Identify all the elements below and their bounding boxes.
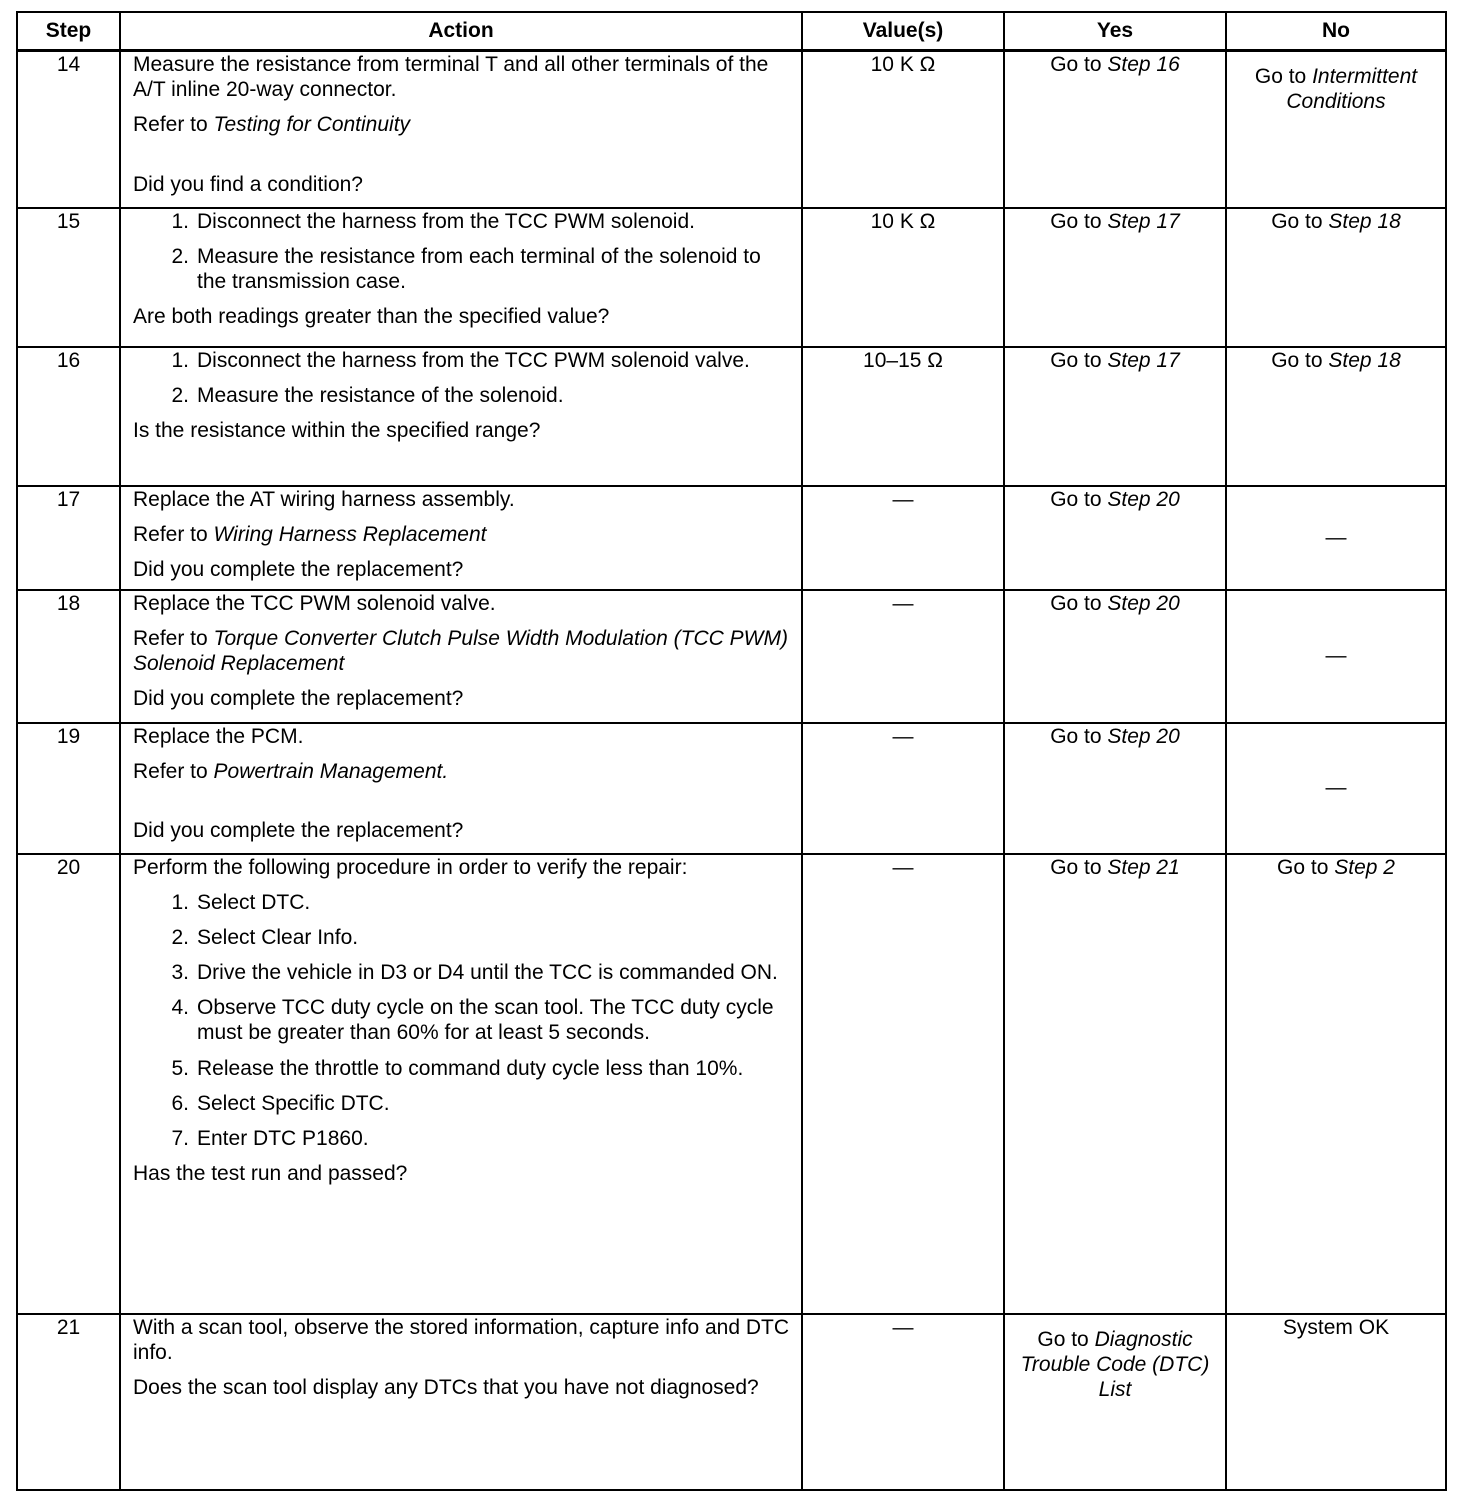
action-cell <box>120 590 802 723</box>
no-cell: — <box>1226 486 1446 590</box>
action-instruction: Perform the following procedure in order to verify the repair: <box>133 855 688 879</box>
list-item: 2. Measure the resistance from each terminal of the solenoid to the transmission case. <box>171 244 761 293</box>
yes-cell[interactable]: Go to Step 16 <box>1004 51 1226 208</box>
action-instruction: Measure the resistance from terminal T and all other terminals of the A/T inline 20-way connector. <box>133 53 769 102</box>
no-cell: — <box>1226 590 1446 723</box>
table-row <box>17 1314 1446 1490</box>
action-instruction: Replace the AT wiring harness assembly. <box>133 487 515 511</box>
header-row <box>17 12 1446 51</box>
list-item: 1. Select DTC. <box>171 890 311 914</box>
no-cell: — <box>1226 723 1446 854</box>
reference-link[interactable]: Torque Converter Clutch Pulse Width Modulation (TCC PWM) Solenoid Replacement <box>133 626 788 675</box>
step-number: 14 <box>17 51 120 208</box>
action-reference: Refer to Wiring Harness Replacement <box>133 522 487 546</box>
action-cell <box>120 723 802 854</box>
step-number: 18 <box>17 590 120 723</box>
action-question: Did you complete the replacement? <box>133 818 464 842</box>
procedure-list <box>133 209 789 295</box>
value-cell: — <box>802 590 1004 723</box>
action-cell <box>120 486 802 590</box>
header-values: Value(s) <box>802 12 1004 51</box>
procedure-list <box>133 348 789 408</box>
no-cell[interactable]: Go to Step 18 <box>1226 208 1446 347</box>
reference-link[interactable]: Wiring Harness Replacement <box>213 522 487 546</box>
procedure-list <box>133 890 789 1152</box>
header-no: No <box>1226 12 1446 51</box>
value-cell: 10 K Ω <box>802 51 1004 208</box>
action-question: Did you complete the replacement? <box>133 557 464 581</box>
step-number: 21 <box>17 1314 120 1490</box>
action-question: Are both readings greater than the specified value? <box>133 305 610 329</box>
table-row <box>17 590 1446 723</box>
table-row <box>17 347 1446 486</box>
list-item: 2. Select Clear Info. <box>171 925 359 949</box>
yes-cell[interactable]: Go to Step 20 <box>1004 590 1226 723</box>
value-cell: — <box>802 1314 1004 1490</box>
value-cell: — <box>802 723 1004 854</box>
list-item: 3. Drive the vehicle in D3 or D4 until the TCC is commanded ON. <box>171 961 778 985</box>
yes-cell[interactable]: Go to Step 17 <box>1004 347 1226 486</box>
action-cell <box>120 208 802 347</box>
list-item: 6. Select Specific DTC. <box>171 1091 390 1115</box>
action-cell <box>120 854 802 1314</box>
list-item: 7. Enter DTC P1860. <box>171 1127 369 1150</box>
action-cell <box>120 1314 802 1490</box>
action-instruction: With a scan tool, observe the stored information, capture info and DTC info. <box>133 1315 789 1364</box>
table-row <box>17 723 1446 854</box>
step-number: 16 <box>17 347 120 486</box>
value-cell: 10 K Ω <box>802 208 1004 347</box>
action-reference: Refer to Powertrain Management. <box>133 759 449 783</box>
step-number: 19 <box>17 723 120 854</box>
value-cell: 10–15 Ω <box>802 347 1004 486</box>
table-row <box>17 51 1446 208</box>
no-cell[interactable]: Go to Intermittent Conditions <box>1226 51 1446 208</box>
step-number: 20 <box>17 854 120 1314</box>
yes-cell[interactable]: Go to Step 21 <box>1004 854 1226 1314</box>
action-question: Has the test run and passed? <box>133 1162 408 1186</box>
list-item: 1. Disconnect the harness from the TCC PWM solenoid. <box>171 209 695 233</box>
yes-cell[interactable]: Go to Diagnostic Trouble Code (DTC) List <box>1004 1314 1226 1490</box>
value-cell: — <box>802 854 1004 1314</box>
reference-link[interactable]: Testing for Continuity <box>213 113 411 137</box>
list-item: 2. Measure the resistance of the solenoid. <box>171 383 564 407</box>
action-instruction: Replace the PCM. <box>133 724 304 748</box>
action-cell <box>120 51 802 208</box>
action-question: Does the scan tool display any DTCs that you have not diagnosed? <box>133 1375 759 1399</box>
action-instruction: Replace the TCC PWM solenoid valve. <box>133 591 496 615</box>
reference-link[interactable]: Powertrain Management. <box>213 759 449 783</box>
value-cell: — <box>802 486 1004 590</box>
table-row <box>17 208 1446 347</box>
action-question: Did you complete the replacement? <box>133 687 464 711</box>
list-item: 1. Disconnect the harness from the TCC PWM solenoid valve. <box>171 348 750 372</box>
no-cell: System OK <box>1226 1314 1446 1490</box>
table-row <box>17 854 1446 1314</box>
yes-cell[interactable]: Go to Step 20 <box>1004 486 1226 590</box>
yes-cell[interactable]: Go to Step 17 <box>1004 208 1226 347</box>
header-step: Step <box>17 12 120 51</box>
step-number: 15 <box>17 208 120 347</box>
action-question: Is the resistance within the specified range? <box>133 418 541 442</box>
step-number: 17 <box>17 486 120 590</box>
table-row <box>17 486 1446 590</box>
action-reference: Refer to Torque Converter Clutch Pulse Width Modulation (TCC PWM) Solenoid Replacement <box>133 626 788 675</box>
action-cell <box>120 347 802 486</box>
no-cell[interactable]: Go to Step 18 <box>1226 347 1446 486</box>
yes-cell[interactable]: Go to Step 20 <box>1004 723 1226 854</box>
diagnostic-table <box>16 11 1447 1491</box>
action-reference: Refer to Testing for Continuity <box>133 113 411 137</box>
no-cell[interactable]: Go to Step 2 <box>1226 854 1446 1314</box>
action-question: Did you find a condition? <box>133 172 363 196</box>
header-action: Action <box>120 12 802 51</box>
list-item: 4. Observe TCC duty cycle on the scan tool. The TCC duty cycle must be greater than 60% for at least 5 seconds. <box>171 996 774 1045</box>
list-item: 5. Release the throttle to command duty cycle less than 10%. <box>171 1056 744 1080</box>
header-yes: Yes <box>1004 12 1226 51</box>
